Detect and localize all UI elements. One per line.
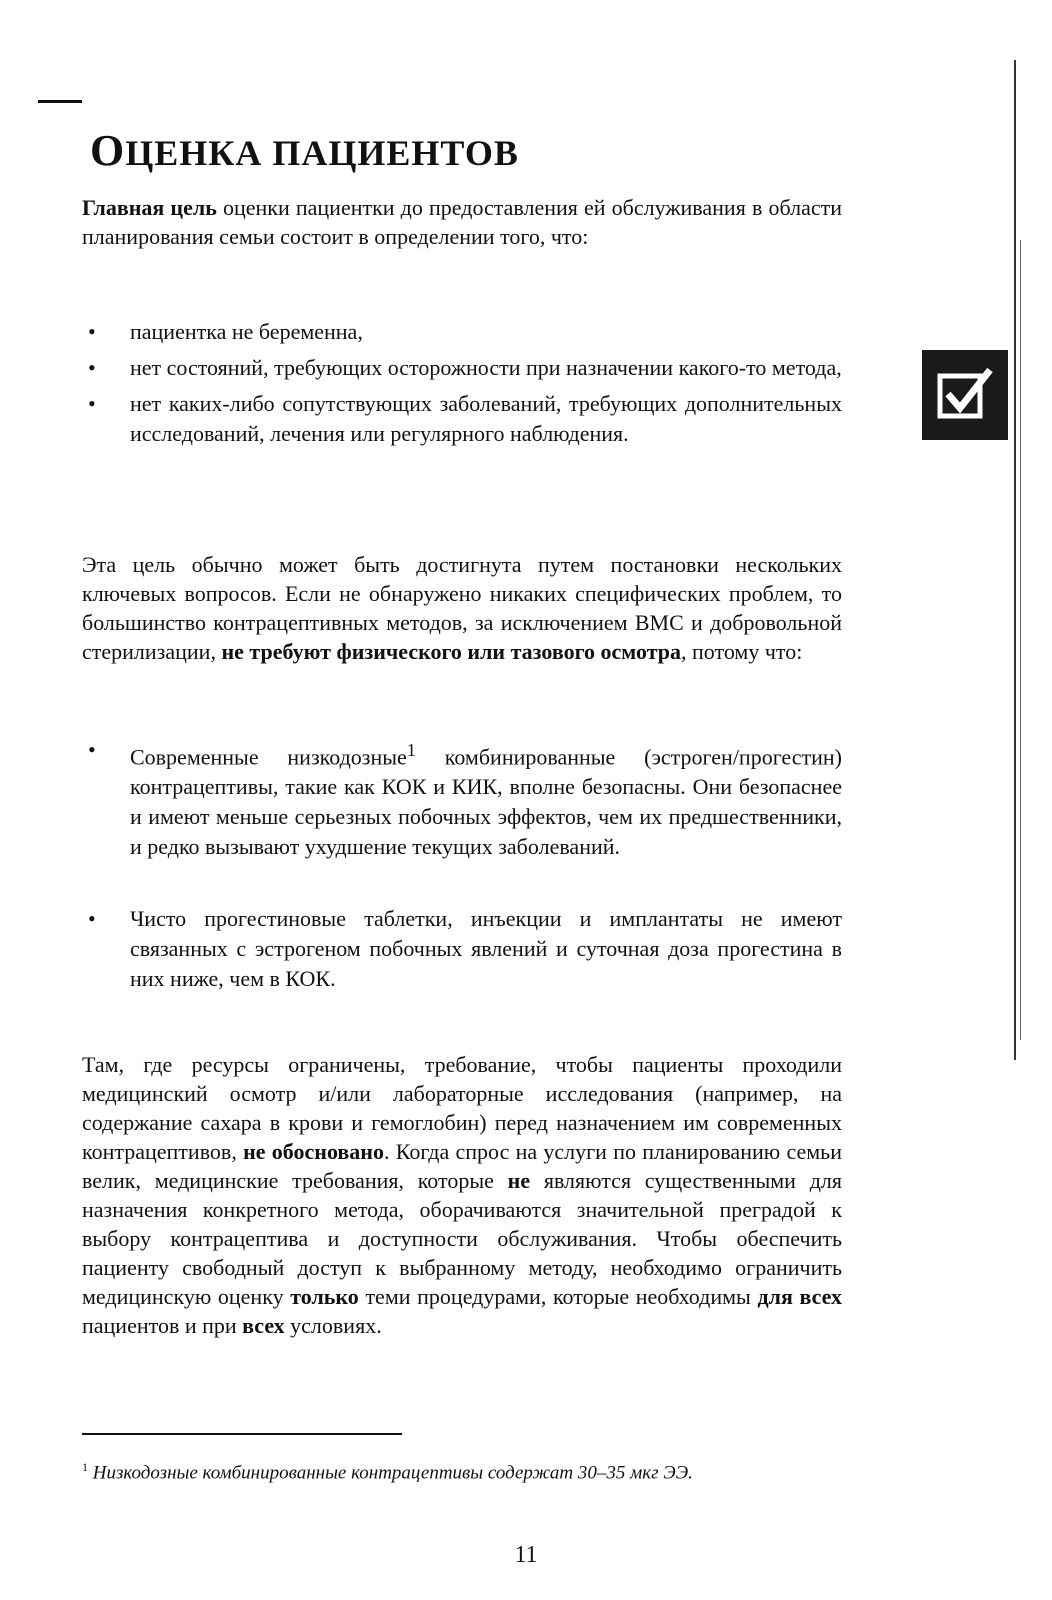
scan-mark (38, 100, 82, 103)
footnote-divider (82, 1433, 402, 1435)
intro-paragraph: Главная цель оценки пациентки до предоставления ей обслуживания в области планирования семьи состоит в определении того, что: (82, 195, 842, 249)
checkbox-icon (936, 364, 994, 422)
list-item: • пациентка не беременна, (82, 317, 842, 347)
page-number: 11 (514, 1542, 538, 1568)
reasons-list (82, 735, 842, 994)
list-item: • Чисто прогестиновые таблетки, инъекции и имплантаты не имеют связанных с эстрогеном побочных явлений и суточная доза прогестина в них ниже, чем в КОК. (82, 904, 842, 994)
scan-edge-line (1020, 240, 1021, 1040)
body-paragraph: Эта цель обычно может быть достигнута путем постановки нескольких ключевых вопросов. Если не обнаружено никаких специфических проблем, то большинство контрацептивных методов, за исключением ВМС и добровольной стерилизации, не требуют физического или тазового осмотра, потому что: (82, 552, 842, 664)
list-item: • нет состояний, требующих осторожности при назначении какого-то метода, (82, 353, 842, 383)
scan-edge-line (1014, 60, 1016, 1060)
list-item: • Современные низкодозные$^1$ комбинированные (эстроген/прогестин) контрацептивы, такие как КОК и КИК, вполне безопасны. Они безопаснее и имеют меньше серьезных побочных эффектов, чем их предшественники, и редко вызывают ухудшение текущих заболеваний. (82, 735, 842, 862)
footnote: $^1$ Низкодозные комбинированные контрацептивы содержат 30–35 мкг ЭЭ. (82, 1460, 693, 1484)
footnote-ref: 1 (406, 740, 416, 760)
section-tab (922, 350, 1008, 440)
page-title: ОЦЕНКА ПАЦИЕНТОВ (90, 126, 519, 175)
list-item: • нет каких-либо сопутствующих заболеваний, требующих дополнительных исследований, лечения или регулярного наблюдения. (82, 389, 842, 449)
body-paragraph: Там, где ресурсы ограничены, требование, чтобы пациенты проходили медицинский осмотр и/или лабораторные исследования (например, на содержание сахара в крови и гемоглобин) перед назначением им современных контрацептивов, не обосновано. Когда спрос на услуги по планированию семьи велик, медицинские требования, которые не являются существенными для назначения конкретного метода, оборачиваются значительной преградой к выбору контрацептива и доступности обслуживания. Чтобы обеспечить пациенту свободный доступ к выбранному методу, необходимо ограничить медицинскую оценку только теми процедурами, которые необходимы для всех пациентов и при всех условиях. (82, 1052, 842, 1338)
conditions-list (82, 317, 842, 455)
